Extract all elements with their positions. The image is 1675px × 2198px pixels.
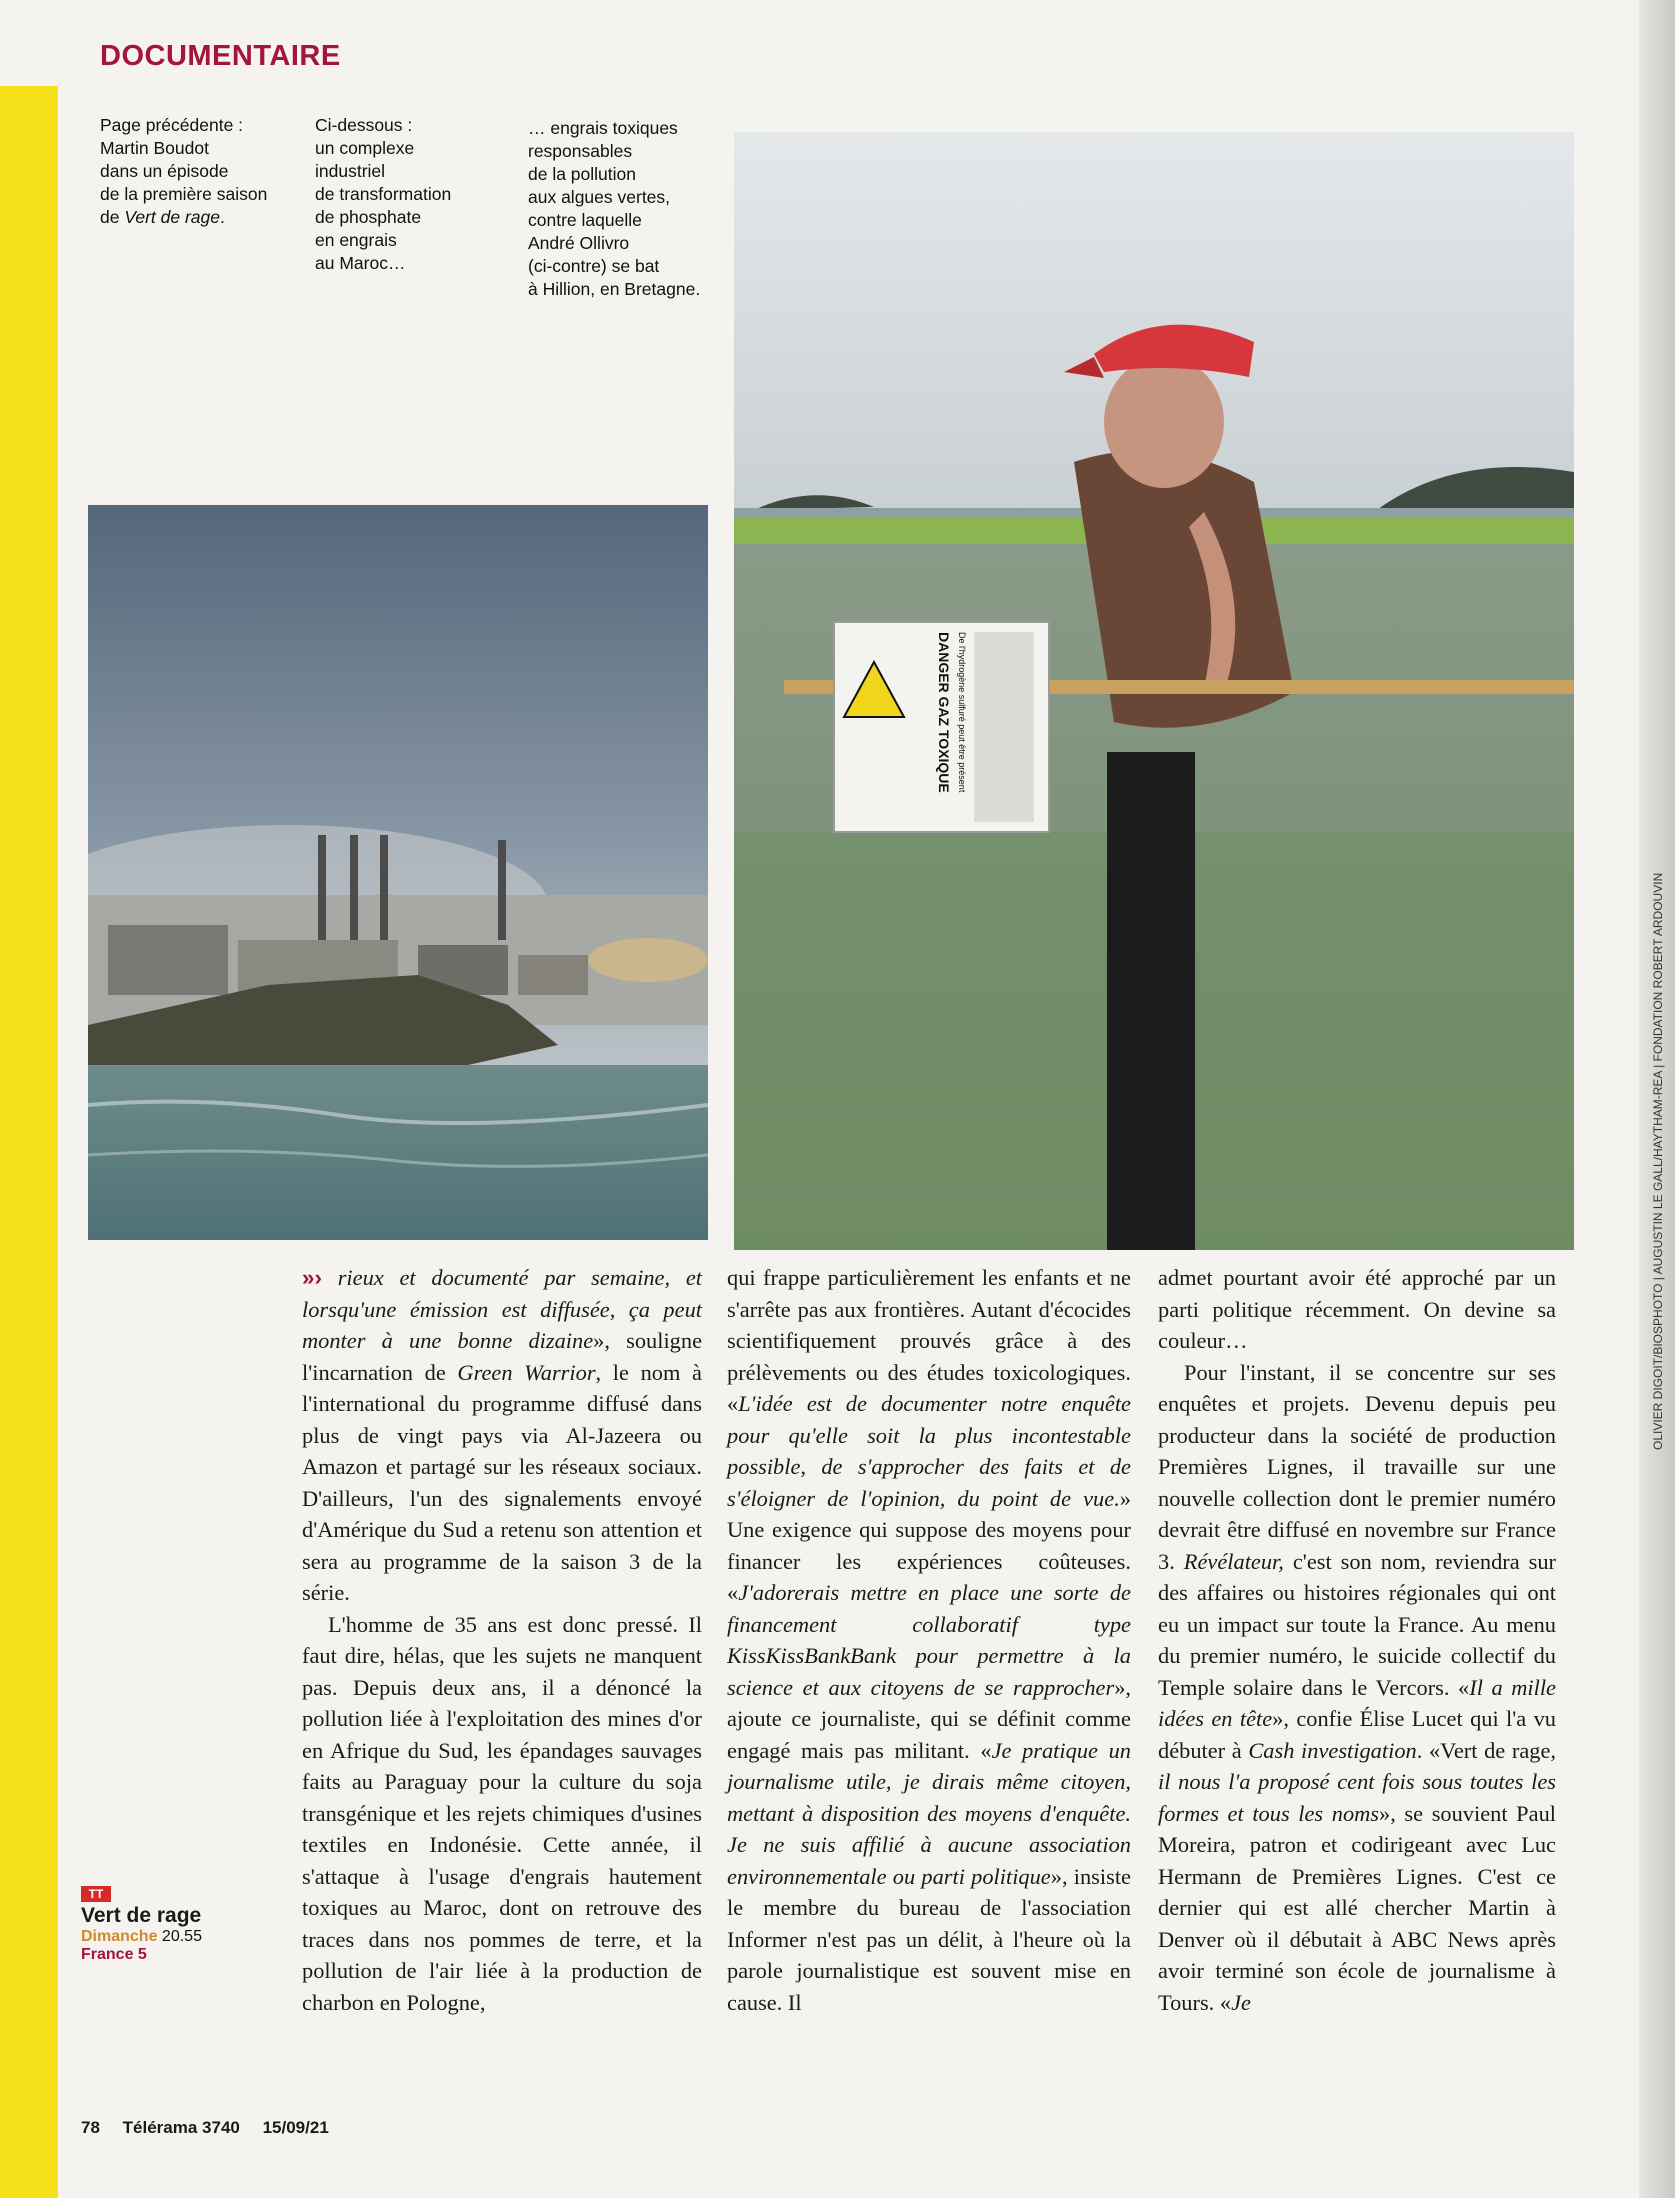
article-column-3: admet pourtant avoir été approché par un parti politique récemment. On devine sa couleur… Pour l'instant, il se concentre sur ses enquêtes et projets. Devenu depuis peu producteur dans la société de production Premières Lignes, il travaille sur une nouvelle collection dont le premier numéro devrait être diffusé en novembre sur France 3. Révélateur, c'est son nom, reviendra sur des affaires ou histoires régionales qui ont eu un impact sur toute la France. Au menu du premier numéro, le suicide collectif du Temple solaire dans le Vercors. «Il a mille idées en tête», confie Élise Lucet qui l'a vu débuter à Cash investigation. «Vert de rage, il nous l'a proposé cent fois sous toutes les formes et tous les noms», se souvient Paul Moreira, patron et codirigeant avec Luc Hermann de Premières Lignes. C'est ce dernier qui est allé chercher Martin à Denver où il débutait à ABC News après avoir terminé son école de journalisme à Tours. «Je bbox=[1158, 1265, 1557, 2015]
continuation-arrow-icon: »› bbox=[302, 1265, 322, 1290]
section-header: DOCUMENTAIRE bbox=[100, 40, 341, 72]
article-column-2: qui frappe particulièrement les enfants et ne s'arrête pas aux frontières. Autant d'écocides scientifiquement prouvés grâce à des prélèvements ou des études toxicologiques. «L'idée est de documenter notre enquête pour qu'elle soit la plus incontestable possible, de s'approcher des faits et de s'éloigner de l'opinion, du point de vue.» Une exigence qui suppose des moyens pour financer les expériences coûteuses. «J'adorerais mettre en place une sorte de financement collaboratif type KissKissBankBank pour permettre à la science et aux citoyens de se rapprocher», ajoute ce journaliste, qui se définit comme engagé mais pas militant. «Je pratique un journalisme utile, je dirais même citoyen, mettant à disposition des moyens d'enquête. Je ne suis affilié à aucune association environnementale ou parti politique», insiste le membre du bureau de l'association Informer n'est pas un délit, à l'heure où la parole journalistique est souvent mise en cause. Il bbox=[727, 1265, 1131, 2015]
photo-andre-ollivro bbox=[734, 132, 1574, 1250]
photo-phosphate-plant bbox=[88, 505, 708, 1240]
page-number: 78 bbox=[81, 2118, 100, 2137]
caption-previous-page: Page précédente : Martin Boudot dans un épisode de la première saison de Vert de rage. bbox=[100, 115, 268, 227]
caption-opposite: … engrais toxiques responsables de la pollution aux algues vertes, contre laquelle André Ollivro (ci-contre) se bat à Hillion, en Bretagne. bbox=[528, 118, 701, 299]
tv-day: Dimanche bbox=[81, 1928, 158, 1945]
page-folio bbox=[81, 2118, 347, 2138]
yellow-margin-bar bbox=[0, 86, 58, 2198]
magazine-issue: Télérama 3740 bbox=[122, 2118, 240, 2137]
tv-listing bbox=[81, 1886, 202, 1964]
sign-title: DANGER GAZ TOXIQUE bbox=[936, 632, 952, 793]
tt-logo: TT bbox=[81, 1886, 111, 1902]
caption-below: Ci-dessous : un complexe industriel de transformation de phosphate en engrais au Maroc… bbox=[315, 115, 452, 273]
tv-program-title: Vert de rage bbox=[81, 1904, 202, 1927]
photo-credit: OLIVIER DIGOIT/BIOSPHOTO | AUGUSTIN LE GALL/HAYTHAM-REA | FONDATION ROBERT ARDOUVIN bbox=[1651, 872, 1665, 1450]
tv-channel: France 5 bbox=[81, 1946, 147, 1963]
article-column-1: »› rieux et documenté par semaine, et lorsqu'une émission est diffusée, ça peut monter à une bonne dizaine», souligne l'incarnation de Green Warrior, le nom à l'international du programme diffusé dans plus de vingt pays via Al-Jazeera ou Amazon et partagé sur les réseaux sociaux. D'ailleurs, l'un des signalements envoyé d'Amérique du Sud a retenu son attention et sera au programme de la saison 3 de la série. L'homme de 35 ans est donc pressé. Il faut dire, hélas, que les sujets ne manquent pas. Depuis deux ans, il a dénoncé la pollution liée à l'exploitation des mines d'or en Afrique du Sud, les épandages sauvages faits au Paraguay pour la culture du soja transgénique et les rejets chimiques d'usines textiles en Indonésie. Cette année, il s'attaque à l'usage d'engrais hautement toxiques au Maroc, dont on retrouve des traces dans nos pommes de terre, et la pollution de l'air liée à la production de charbon en Pologne, bbox=[302, 1265, 703, 2015]
sign-subtitle: De l'hydrogène sulfuré peut être présent bbox=[957, 632, 967, 793]
tv-time: 20.55 bbox=[161, 1928, 202, 1945]
issue-date: 15/09/21 bbox=[262, 2118, 329, 2137]
